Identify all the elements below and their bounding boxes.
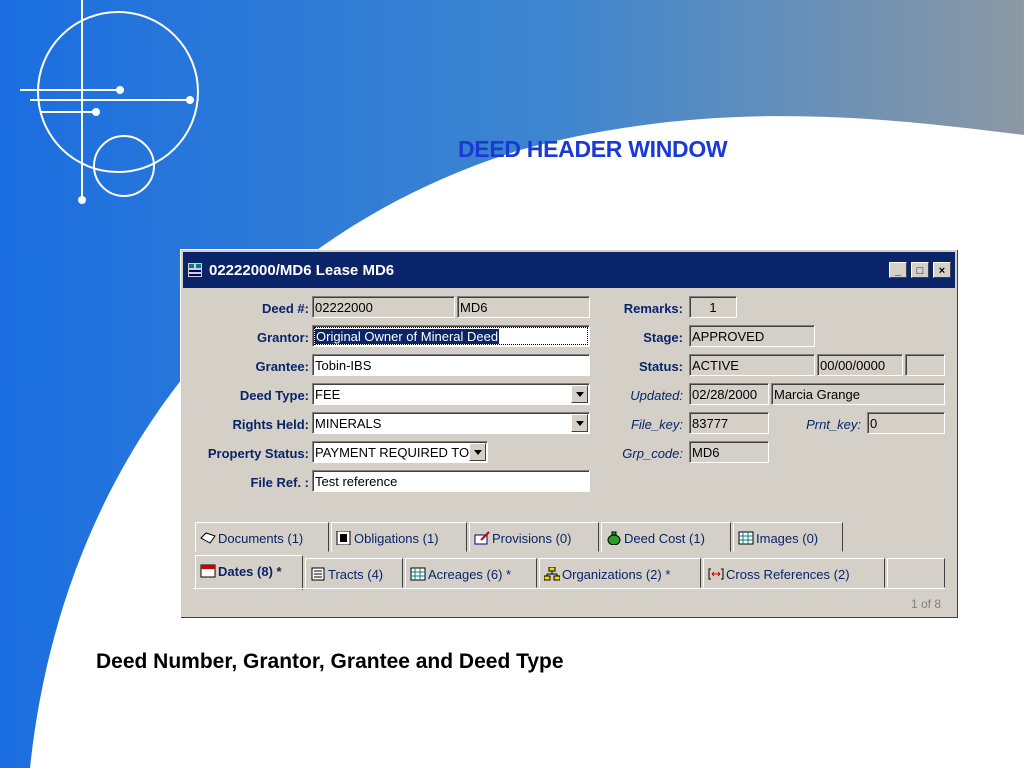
cross-reference-icon	[708, 567, 724, 581]
status-date-field[interactable]: 00/00/0000	[817, 354, 903, 376]
tracts-icon	[310, 567, 326, 581]
window-app-icon	[187, 262, 203, 278]
deed-number-field[interactable]: 02222000	[312, 296, 455, 318]
tab-tracts[interactable]	[305, 558, 403, 588]
obligations-icon	[336, 531, 352, 545]
status-extra-field[interactable]	[905, 354, 945, 376]
deed-number-label: Deed #:	[262, 301, 309, 316]
tab-cross-references[interactable]	[703, 558, 885, 588]
tab-acreages[interactable]	[405, 558, 537, 588]
remarks-field[interactable]: 1	[689, 296, 737, 318]
tab-organizations-label: Organizations (2) *	[562, 567, 671, 582]
rights-held-value: MINERALS	[315, 416, 382, 431]
close-button[interactable]: ×	[933, 262, 951, 278]
tab-provisions[interactable]	[469, 522, 599, 552]
tab-images[interactable]	[733, 522, 843, 552]
grantor-field[interactable]	[312, 325, 590, 347]
file-key-field[interactable]: 83777	[689, 412, 769, 434]
slide-title: DEED HEADER WINDOW	[458, 136, 728, 162]
updated-label: Updated:	[630, 388, 683, 403]
chevron-down-icon[interactable]	[469, 443, 486, 461]
status-label: Status:	[638, 359, 683, 374]
images-icon	[738, 531, 754, 545]
documents-icon	[200, 531, 216, 545]
deed-header-window	[180, 249, 957, 617]
grantor-label: Grantor:	[257, 330, 309, 345]
tab-documents-label: Documents (1)	[218, 531, 304, 546]
calendar-icon	[200, 564, 216, 578]
grid-icon	[410, 567, 426, 581]
window-titlebar[interactable]	[183, 252, 955, 288]
prnt-key-field[interactable]: 0	[867, 412, 945, 434]
updated-by-field[interactable]: Marcia Grange	[771, 383, 945, 405]
tab-empty	[887, 558, 945, 588]
tab-deed-cost-label: Deed Cost (1)	[624, 531, 705, 546]
deed-type-select[interactable]	[312, 383, 590, 405]
org-chart-icon	[544, 567, 560, 581]
tab-obligations[interactable]	[331, 522, 467, 552]
stage-field[interactable]: APPROVED	[689, 325, 815, 347]
prnt-key-label: Prnt_key:	[806, 417, 861, 432]
minimize-button[interactable]: _	[889, 262, 907, 278]
grp-code-label: Grp_code:	[622, 446, 683, 461]
grantor-value: Original Owner of Mineral Deed	[316, 329, 499, 344]
tab-images-label: Images (0)	[756, 531, 819, 546]
stage-label: Stage:	[643, 330, 683, 345]
grp-code-field[interactable]: MD6	[689, 441, 769, 463]
window-title: 02222000/MD6 Lease MD6	[209, 262, 395, 279]
file-key-label: File_key:	[630, 417, 683, 432]
maximize-button[interactable]: □	[911, 262, 929, 278]
property-status-select[interactable]	[312, 441, 488, 463]
status-field[interactable]: ACTIVE	[689, 354, 815, 376]
rights-held-select[interactable]	[312, 412, 590, 434]
chevron-down-icon[interactable]	[571, 414, 588, 432]
remarks-label: Remarks:	[623, 301, 683, 316]
rights-held-label: Rights Held:	[232, 417, 309, 432]
tab-tracts-label: Tracts (4)	[328, 567, 384, 582]
tab-acreages-label: Acreages (6) *	[428, 567, 512, 582]
chevron-down-icon[interactable]	[571, 385, 588, 403]
slide-caption: Deed Number, Grantor, Grantee and Deed Type	[96, 650, 564, 673]
file-ref-label: File Ref. :	[250, 475, 309, 490]
tab-panel	[193, 588, 945, 617]
tab-dates-label: Dates (8) *	[218, 564, 282, 579]
tab-obligations-label: Obligations (1)	[354, 531, 439, 546]
tab-dates[interactable]	[195, 555, 303, 590]
deed-type-label: Deed Type:	[239, 388, 309, 403]
grantee-field[interactable]: Tobin-IBS	[312, 354, 590, 376]
property-status-label: Property Status:	[207, 446, 309, 461]
tab-documents[interactable]	[195, 522, 329, 552]
tab-provisions-label: Provisions (0)	[492, 531, 572, 546]
page-indicator: 1 of 8	[910, 597, 941, 611]
grantee-label: Grantee:	[255, 359, 309, 374]
deed-code-field[interactable]: MD6	[457, 296, 590, 318]
updated-date-field[interactable]: 02/28/2000	[689, 383, 769, 405]
tab-cross-references-label: Cross References (2)	[726, 567, 850, 582]
provisions-icon	[474, 531, 490, 545]
deed-type-value: FEE	[315, 387, 341, 402]
tab-deed-cost[interactable]	[601, 522, 731, 552]
property-status-value: PAYMENT REQUIRED TO	[315, 445, 470, 460]
money-bag-icon	[606, 531, 622, 545]
tab-organizations[interactable]	[539, 558, 701, 588]
file-ref-field[interactable]: Test reference	[312, 470, 590, 492]
